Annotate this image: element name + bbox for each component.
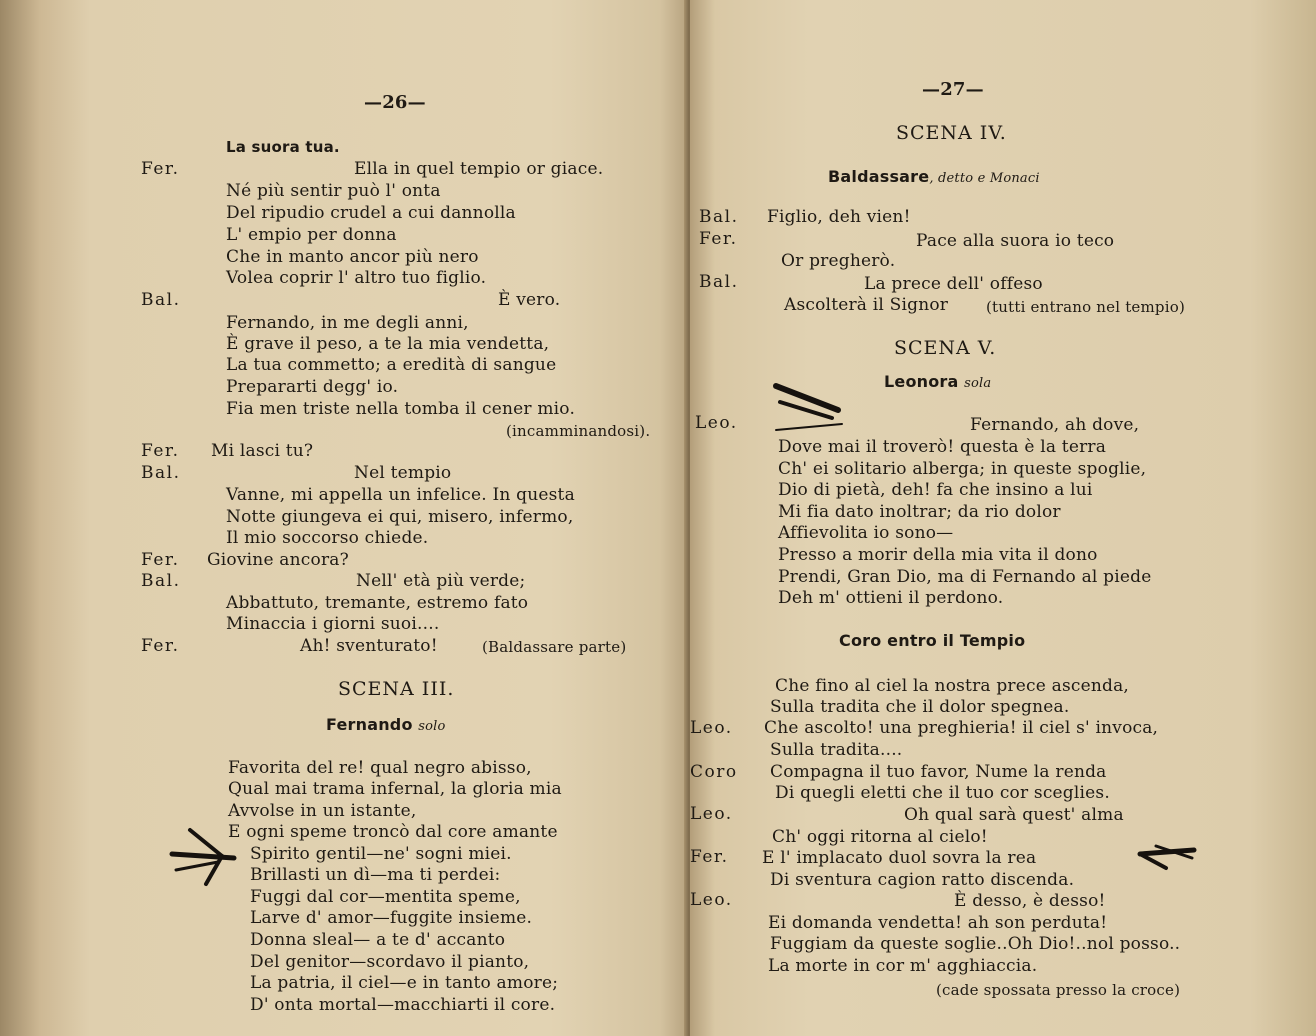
dialogue-line: Volea coprir l' altro tuo figlio. — [226, 268, 487, 288]
right-page — [690, 0, 1316, 1036]
stage-direction: (tutti entrano nel tempio) — [986, 298, 1186, 316]
dialogue-line: Mi fia dato inoltrar; da rio dolor — [778, 502, 1061, 522]
dialogue-line: Vanne, mi appella un infelice. In questa — [226, 485, 575, 505]
aria-line: Del genitor—scordavo il pianto, — [250, 952, 530, 972]
dialogue-line: Oh qual sarà quest' alma — [904, 805, 1124, 825]
handwritten-arrow-mark — [1136, 840, 1200, 876]
character-name: Leonora — [884, 372, 959, 391]
dialogue-line: Giovine ancora? — [207, 550, 349, 570]
speaker-label: Coro — [690, 762, 738, 782]
dialogue-line: Ella in quel tempio or giace. — [354, 159, 604, 179]
dialogue-line: Or pregherò. — [781, 251, 896, 271]
aria-line: E ogni speme troncò dal core amante — [228, 822, 558, 842]
speaker-label: Bal. — [699, 207, 739, 227]
speaker-label: Leo. — [690, 890, 733, 910]
character-heading — [828, 167, 1040, 189]
dialogue-line: Ei domanda vendetta! ah son perduta! — [768, 913, 1108, 933]
speaker-label: Fer. — [141, 636, 180, 656]
character-note: solo — [418, 719, 446, 734]
dialogue-line: Compagna il tuo favor, Nume la renda — [770, 762, 1107, 782]
page-number: —26— — [364, 92, 426, 113]
chorus-heading: Coro entro il Tempio — [839, 631, 1026, 650]
dialogue-line: Sulla tradita che il dolor spegnea. — [770, 697, 1070, 717]
dialogue-line: Di sventura cagion ratto discenda. — [770, 870, 1075, 890]
dialogue-line: La prece dell' offeso — [864, 274, 1043, 294]
dialogue-line: Dove mai il troverò! questa è la terra — [778, 437, 1107, 457]
speaker-label: Leo. — [695, 413, 738, 433]
dialogue-line: La morte in cor m' agghiaccia. — [768, 956, 1038, 976]
dialogue-line: Figlio, deh vien! — [767, 207, 911, 227]
handwritten-arrow-mark — [166, 826, 246, 888]
dialogue-line: Prendi, Gran Dio, ma di Fernando al piede — [778, 567, 1152, 587]
dialogue-line: L' empio per donna — [226, 225, 397, 245]
dialogue-line: Pace alla suora io teco — [916, 231, 1115, 251]
dialogue-line: Ch' oggi ritorna al cielo! — [772, 827, 988, 847]
dialogue-line: Presso a morir della mia vita il dono — [778, 545, 1098, 565]
aria-line: Brillasti un dì—ma ti perdei: — [250, 865, 501, 885]
scene-heading: SCENA V. — [894, 337, 997, 359]
dialogue-line: Affievolita io sono— — [778, 523, 954, 543]
speaker-label: Leo. — [690, 718, 733, 738]
aria-line: D' onta mortal—macchiarti il core. — [250, 995, 556, 1015]
dialogue-line: Abbattuto, tremante, estremo fato — [226, 593, 529, 613]
character-name: Fernando — [326, 715, 413, 734]
speaker-label: Fer. — [141, 159, 180, 179]
dialogue-line: Ascolterà il Signor — [784, 295, 949, 315]
dialogue-line: Che fino al ciel la nostra prece ascenda, — [775, 676, 1130, 696]
scene-heading: SCENA IV. — [896, 122, 1007, 144]
dialogue-line: Di quegli eletti che il tuo cor sceglies. — [775, 783, 1110, 803]
character-name: Baldassare — [828, 167, 930, 186]
aria-line: Favorita del re! qual negro abisso, — [228, 758, 532, 778]
stage-direction: (Baldassare parte) — [482, 638, 627, 656]
aria-line: Qual mai trama infernal, la gloria mia — [228, 779, 562, 799]
stage-direction: (cade spossata presso la croce) — [936, 981, 1181, 999]
dialogue-line: Ah! sventurato! — [300, 636, 438, 656]
dialogue-line: Il mio soccorso chiede. — [226, 528, 429, 548]
dialogue-line: Né più sentir può l' onta — [226, 181, 441, 201]
aria-line: Donna sleal— a te d' accanto — [250, 930, 506, 950]
aria-line: Larve d' amor—fuggite insieme. — [250, 908, 533, 928]
dialogue-line: È vero. — [498, 290, 561, 310]
dialogue-line: Che ascolto! una preghieria! il ciel s' invoca, — [764, 718, 1159, 738]
dialogue-line: La suora tua. — [226, 138, 340, 156]
aria-line: Fuggi dal cor—mentita speme, — [250, 887, 521, 907]
dialogue-line: Minaccia i giorni suoi.... — [226, 614, 440, 634]
dialogue-line: Mi lasci tu? — [211, 441, 314, 461]
page-number: —27— — [922, 79, 984, 100]
speaker-label: Fer. — [699, 229, 738, 249]
dialogue-line: Ch' ei solitario alberga; in queste spoglie, — [778, 459, 1147, 479]
dialogue-line: Nel tempio — [354, 463, 452, 483]
dialogue-line: Che in manto ancor più nero — [226, 247, 479, 267]
character-heading — [326, 715, 446, 737]
dialogue-line: Deh m' ottieni il perdono. — [778, 588, 1004, 608]
speaker-label: Bal. — [141, 463, 181, 483]
speaker-label: Fer. — [690, 847, 729, 867]
dialogue-line: Fernando, in me degli anni, — [226, 313, 469, 333]
dialogue-line: È desso, è desso! — [954, 891, 1106, 911]
dialogue-line: La tua commetto; a eredità di sangue — [226, 355, 557, 375]
speaker-label: Leo. — [690, 804, 733, 824]
dialogue-line: È grave il peso, a te la mia vendetta, — [226, 334, 550, 354]
speaker-label: Bal. — [141, 290, 181, 310]
handwritten-mark — [770, 380, 850, 436]
aria-line: La patria, il ciel—e in tanto amore; — [250, 973, 559, 993]
dialogue-line: Nell' età più verde; — [356, 571, 526, 591]
dialogue-line: Notte giungeva ei qui, misero, infermo, — [226, 507, 574, 527]
dialogue-line: Dio di pietà, deh! fa che insino a lui — [778, 480, 1093, 500]
dialogue-line: Fuggiam da queste soglie..Oh Dio!..nol posso.. — [770, 934, 1181, 954]
speaker-label: Bal. — [699, 272, 739, 292]
dialogue-line: Sulla tradita.... — [770, 740, 903, 760]
dialogue-line: E l' implacato duol sovra la rea — [762, 848, 1037, 868]
scene-heading: SCENA III. — [338, 678, 455, 700]
speaker-label: Bal. — [141, 571, 181, 591]
character-note: sola — [964, 376, 992, 391]
dialogue-line: Prepararti degg' io. — [226, 377, 399, 397]
speaker-label: Fer. — [141, 441, 180, 461]
aria-line: Avvolse in un istante, — [228, 801, 417, 821]
speaker-label: Fer. — [141, 550, 180, 570]
character-heading — [884, 372, 991, 394]
aria-line: Spirito gentil—ne' sogni miei. — [250, 844, 512, 864]
dialogue-line: Fia men triste nella tomba il cener mio. — [226, 399, 576, 419]
character-note: , detto e Monaci — [929, 171, 1040, 186]
dialogue-line: Del ripudio crudel a cui dannolla — [226, 203, 516, 223]
dialogue-line: Fernando, ah dove, — [970, 415, 1140, 435]
stage-direction: (incamminandosi). — [506, 422, 651, 440]
